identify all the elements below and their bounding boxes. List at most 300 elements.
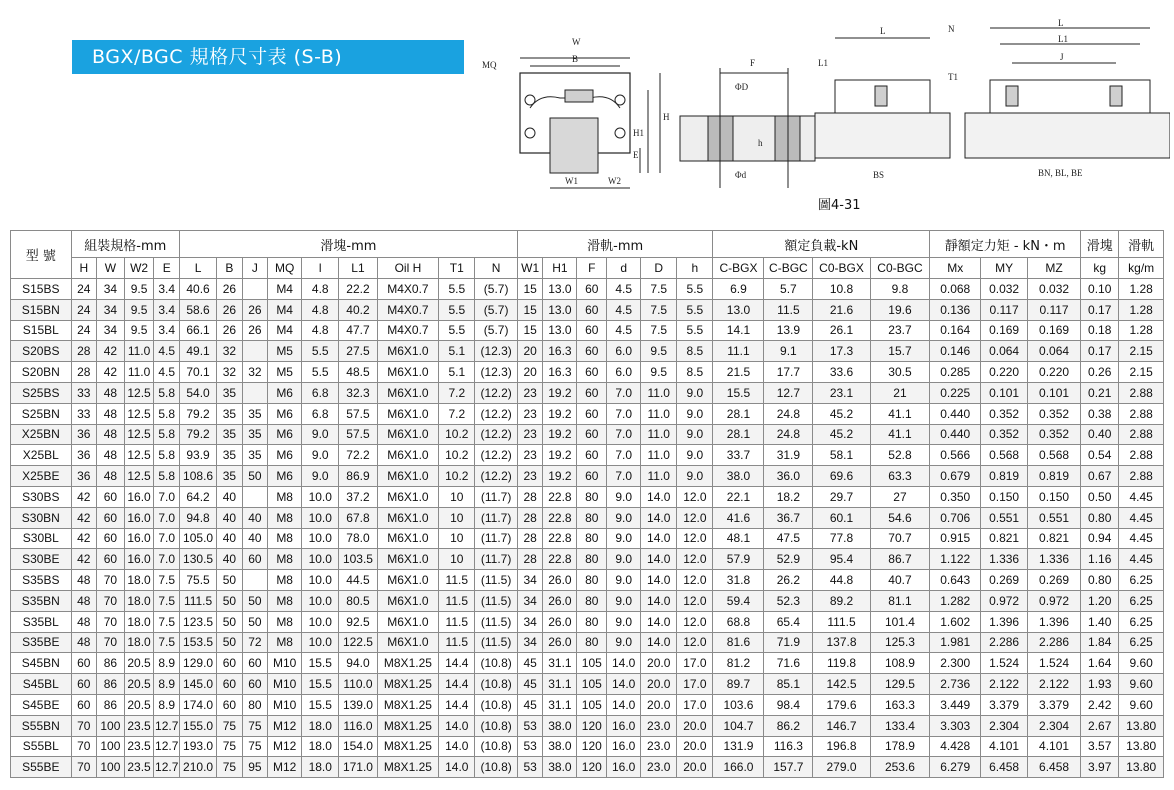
- table-cell: 108.9: [870, 653, 930, 674]
- block-header: 滑塊-mm: [179, 231, 517, 258]
- table-cell: M8X1.25: [377, 694, 439, 715]
- label-n: N: [948, 24, 955, 34]
- table-row: [11, 362, 1164, 383]
- table-cell: 179.6: [813, 694, 870, 715]
- table-cell: 139.0: [339, 694, 377, 715]
- table-cell: 13.0: [543, 279, 577, 300]
- table-cell: 9.0: [607, 632, 641, 653]
- table-cell: 0.819: [981, 466, 1028, 487]
- table-cell: 95.4: [813, 549, 870, 570]
- table-cell: 2.122: [1027, 674, 1080, 695]
- table-cell: 7.0: [154, 507, 180, 528]
- table-cell: 36.7: [764, 507, 813, 528]
- table-cell: 12.0: [677, 549, 713, 570]
- table-cell: 40: [217, 507, 243, 528]
- table-cell: 0.40: [1081, 424, 1119, 445]
- table-cell: 37.2: [339, 486, 377, 507]
- table-cell: 14.0: [607, 674, 641, 695]
- table-cell: 174.0: [179, 694, 216, 715]
- table-cell: 26: [242, 299, 268, 320]
- table-cell: 5.5: [439, 279, 475, 300]
- table-cell: 49.1: [179, 341, 216, 362]
- table-row: [11, 466, 1164, 487]
- table-cell: 60: [71, 653, 97, 674]
- table-cell: 15: [517, 299, 543, 320]
- label-phi-d-large: ΦD: [735, 82, 749, 92]
- table-cell: 3.379: [981, 694, 1028, 715]
- table-cell: M6: [268, 466, 302, 487]
- table-cell: (10.8): [475, 694, 518, 715]
- table-cell: 0.551: [1027, 507, 1080, 528]
- table-cell: 36: [71, 424, 97, 445]
- table-cell: 48: [71, 570, 97, 591]
- table-cell: 0.150: [1027, 486, 1080, 507]
- table-cell: M8X1.25: [377, 653, 439, 674]
- table-cell: 75: [242, 715, 268, 736]
- table-cell: 89.7: [713, 674, 764, 695]
- table-cell: 33.6: [813, 362, 870, 383]
- table-cell: 6.0: [607, 341, 641, 362]
- table-cell: M5: [268, 341, 302, 362]
- table-cell: 18.0: [124, 570, 154, 591]
- model-cell: S25BN: [11, 403, 72, 424]
- table-cell: 5.8: [154, 466, 180, 487]
- table-cell: 6.25: [1119, 632, 1164, 653]
- label-f: F: [750, 58, 756, 68]
- table-cell: 77.8: [813, 528, 870, 549]
- table-cell: 11.0: [641, 445, 677, 466]
- table-cell: 14.0: [641, 528, 677, 549]
- table-cell: 35: [242, 445, 268, 466]
- model-cell: S55BN: [11, 715, 72, 736]
- table-cell: 60: [217, 653, 243, 674]
- table-cell: 9.0: [677, 403, 713, 424]
- table-cell: 18.2: [764, 486, 813, 507]
- title-text: BGX/BGC 規格尺寸表 (S-B): [92, 46, 343, 68]
- table-cell: M6X1.0: [377, 466, 439, 487]
- table-cell: 22.8: [543, 549, 577, 570]
- table-cell: 0.38: [1081, 403, 1119, 424]
- table-cell: M6X1.0: [377, 528, 439, 549]
- table-cell: 30.5: [870, 362, 930, 383]
- table-cell: 33.7: [713, 445, 764, 466]
- table-cell: [242, 382, 268, 403]
- table-cell: 0.352: [981, 424, 1028, 445]
- label-h1: H1: [633, 128, 644, 138]
- table-cell: 60: [577, 341, 607, 362]
- table-cell: 157.7: [764, 757, 813, 778]
- table-cell: 34: [97, 299, 125, 320]
- table-cell: 7.2: [439, 403, 475, 424]
- table-cell: 50: [217, 590, 243, 611]
- table-cell: 28: [517, 549, 543, 570]
- table-cell: 100: [97, 715, 125, 736]
- table-cell: 2.286: [1027, 632, 1080, 653]
- column-header: W1: [517, 258, 543, 279]
- table-cell: 60: [242, 549, 268, 570]
- table-cell: 24.8: [764, 403, 813, 424]
- table-cell: M4: [268, 279, 302, 300]
- table-cell: 130.5: [179, 549, 216, 570]
- table-cell: 105: [577, 653, 607, 674]
- table-cell: 111.5: [179, 590, 216, 611]
- table-cell: M6X1.0: [377, 382, 439, 403]
- table-cell: M12: [268, 715, 302, 736]
- table-cell: 41.1: [870, 424, 930, 445]
- table-cell: 6.25: [1119, 611, 1164, 632]
- table-cell: 9.0: [607, 590, 641, 611]
- table-cell: 14.4: [439, 674, 475, 695]
- table-cell: 171.0: [339, 757, 377, 778]
- table-cell: M6X1.0: [377, 424, 439, 445]
- table-cell: 2.304: [981, 715, 1028, 736]
- table-cell: (5.7): [475, 299, 518, 320]
- table-cell: 16.3: [543, 362, 577, 383]
- table-cell: 26: [217, 279, 243, 300]
- label-l1-bs: L1: [818, 58, 828, 68]
- table-cell: 4.45: [1119, 507, 1164, 528]
- table-cell: M6X1.0: [377, 362, 439, 383]
- label-w: W: [572, 37, 581, 47]
- table-cell: 0.220: [1027, 362, 1080, 383]
- table-cell: 123.5: [179, 611, 216, 632]
- table-cell: 2.15: [1119, 341, 1164, 362]
- table-cell: 166.0: [713, 757, 764, 778]
- table-cell: 0.706: [930, 507, 981, 528]
- spec-table: [10, 230, 1164, 778]
- column-header: W: [97, 258, 125, 279]
- table-cell: 63.3: [870, 466, 930, 487]
- table-cell: 14.0: [439, 715, 475, 736]
- table-cell: 17.0: [677, 694, 713, 715]
- label-w1: W1: [565, 176, 578, 186]
- table-cell: 60: [577, 445, 607, 466]
- table-cell: (10.8): [475, 715, 518, 736]
- table-cell: 1.396: [981, 611, 1028, 632]
- table-cell: 11.0: [124, 362, 154, 383]
- table-cell: 24: [71, 320, 97, 341]
- table-cell: 19.2: [543, 382, 577, 403]
- table-cell: 0.566: [930, 445, 981, 466]
- table-cell: 13.9: [764, 320, 813, 341]
- table-cell: 32: [217, 341, 243, 362]
- table-cell: 34: [517, 570, 543, 591]
- table-cell: 50: [217, 570, 243, 591]
- table-cell: 70: [97, 590, 125, 611]
- table-cell: 0.032: [1027, 279, 1080, 300]
- model-cell: X25BE: [11, 466, 72, 487]
- table-cell: 153.5: [179, 632, 216, 653]
- table-cell: 6.458: [981, 757, 1028, 778]
- table-cell: 85.1: [764, 674, 813, 695]
- table-cell: 45.2: [813, 424, 870, 445]
- table-cell: 21.5: [713, 362, 764, 383]
- table-cell: 93.9: [179, 445, 216, 466]
- table-cell: 48: [71, 611, 97, 632]
- label-t1: T1: [948, 72, 958, 82]
- model-cell: S35BL: [11, 611, 72, 632]
- table-cell: 20.0: [677, 715, 713, 736]
- table-cell: 20.0: [641, 694, 677, 715]
- table-cell: 26.0: [543, 570, 577, 591]
- table-cell: 20.5: [124, 674, 154, 695]
- table-cell: 9.0: [607, 549, 641, 570]
- table-cell: 210.0: [179, 757, 216, 778]
- table-cell: 133.4: [870, 715, 930, 736]
- table-cell: 36: [71, 445, 97, 466]
- table-cell: [242, 341, 268, 362]
- table-cell: 11.5: [439, 590, 475, 611]
- table-row: [11, 674, 1164, 695]
- table-cell: 60.1: [813, 507, 870, 528]
- table-row: [11, 549, 1164, 570]
- table-cell: 10.2: [439, 424, 475, 445]
- table-cell: 9.1: [764, 341, 813, 362]
- column-header: MY: [981, 258, 1028, 279]
- table-cell: 0.17: [1081, 299, 1119, 320]
- table-cell: 23.0: [641, 715, 677, 736]
- table-cell: 1.981: [930, 632, 981, 653]
- table-cell: M8X1.25: [377, 674, 439, 695]
- table-cell: 9.60: [1119, 694, 1164, 715]
- table-cell: 38.0: [713, 466, 764, 487]
- moment-header: 靜額定力矩 - kN・m: [930, 231, 1081, 258]
- table-cell: 1.396: [1027, 611, 1080, 632]
- table-cell: 40: [217, 528, 243, 549]
- table-cell: 54.0: [179, 382, 216, 403]
- table-cell: 28: [517, 507, 543, 528]
- table-cell: 0.551: [981, 507, 1028, 528]
- table-cell: 0.10: [1081, 279, 1119, 300]
- table-cell: 60: [71, 674, 97, 695]
- table-cell: 5.5: [677, 279, 713, 300]
- table-cell: 0.50: [1081, 486, 1119, 507]
- table-cell: 16.0: [607, 736, 641, 757]
- table-cell: 1.336: [1027, 549, 1080, 570]
- table-cell: 50: [217, 632, 243, 653]
- label-bn-bl-be: BN, BL, BE: [1038, 168, 1083, 178]
- table-cell: 23.5: [124, 715, 154, 736]
- table-cell: 16.0: [607, 757, 641, 778]
- table-cell: 70: [97, 611, 125, 632]
- label-j: J: [1060, 52, 1064, 62]
- table-cell: 14.0: [641, 486, 677, 507]
- table-cell: 36.0: [764, 466, 813, 487]
- table-cell: 14.0: [439, 736, 475, 757]
- table-cell: (10.8): [475, 757, 518, 778]
- table-cell: 155.0: [179, 715, 216, 736]
- table-cell: 9.0: [607, 570, 641, 591]
- technical-drawings: [470, 8, 1170, 198]
- table-cell: 13.0: [713, 299, 764, 320]
- table-cell: 1.28: [1119, 279, 1164, 300]
- table-cell: 15.7: [870, 341, 930, 362]
- table-cell: 70.1: [179, 362, 216, 383]
- bs-side-view: [815, 38, 950, 158]
- table-cell: M8: [268, 611, 302, 632]
- table-cell: 1.28: [1119, 320, 1164, 341]
- table-cell: 26.0: [543, 611, 577, 632]
- table-cell: 34: [517, 590, 543, 611]
- column-header: J: [242, 258, 268, 279]
- table-cell: 12.0: [677, 528, 713, 549]
- table-cell: 65.4: [764, 611, 813, 632]
- table-cell: 68.8: [713, 611, 764, 632]
- table-cell: 137.8: [813, 632, 870, 653]
- table-cell: 100: [97, 757, 125, 778]
- table-row: [11, 341, 1164, 362]
- table-cell: 70: [71, 757, 97, 778]
- table-cell: 14.0: [439, 757, 475, 778]
- table-cell: 1.524: [1027, 653, 1080, 674]
- table-cell: 0.568: [1027, 445, 1080, 466]
- table-cell: 54.6: [870, 507, 930, 528]
- table-cell: 4.101: [981, 736, 1028, 757]
- table-cell: 10.0: [302, 528, 339, 549]
- table-cell: 58.6: [179, 299, 216, 320]
- spec-table-body: [11, 279, 1164, 778]
- table-cell: 104.7: [713, 715, 764, 736]
- table-cell: 0.568: [981, 445, 1028, 466]
- table-cell: 10: [439, 507, 475, 528]
- table-cell: (12.2): [475, 403, 518, 424]
- table-cell: 41.6: [713, 507, 764, 528]
- model-cell: S20BS: [11, 341, 72, 362]
- table-cell: 40: [242, 528, 268, 549]
- table-cell: 23.0: [641, 736, 677, 757]
- table-cell: 5.5: [302, 362, 339, 383]
- table-cell: 81.6: [713, 632, 764, 653]
- column-header: kg/m: [1119, 258, 1164, 279]
- table-cell: 48.5: [339, 362, 377, 383]
- table-cell: (10.8): [475, 653, 518, 674]
- table-cell: 57.5: [339, 403, 377, 424]
- table-cell: 5.5: [439, 299, 475, 320]
- table-cell: 60: [97, 486, 125, 507]
- table-cell: 34: [97, 279, 125, 300]
- table-cell: 24: [71, 299, 97, 320]
- table-cell: 0.821: [981, 528, 1028, 549]
- table-row: [11, 279, 1164, 300]
- table-cell: 3.57: [1081, 736, 1119, 757]
- table-cell: 279.0: [813, 757, 870, 778]
- table-cell: 5.7: [764, 279, 813, 300]
- model-cell: S30BN: [11, 507, 72, 528]
- table-cell: 14.4: [439, 694, 475, 715]
- table-cell: 7.0: [607, 466, 641, 487]
- table-cell: M8X1.25: [377, 757, 439, 778]
- table-cell: 16.3: [543, 341, 577, 362]
- table-cell: 4.45: [1119, 549, 1164, 570]
- table-cell: 119.8: [813, 653, 870, 674]
- table-cell: 7.5: [641, 279, 677, 300]
- table-cell: 2.42: [1081, 694, 1119, 715]
- table-cell: 14.4: [439, 653, 475, 674]
- table-cell: 0.169: [1027, 320, 1080, 341]
- front-view-drawing: [520, 58, 660, 188]
- table-cell: (12.3): [475, 362, 518, 383]
- table-cell: 32.3: [339, 382, 377, 403]
- model-cell: S45BL: [11, 674, 72, 695]
- model-cell: S35BS: [11, 570, 72, 591]
- column-header: B: [217, 258, 243, 279]
- table-cell: 60: [242, 674, 268, 695]
- table-cell: 12.0: [677, 507, 713, 528]
- table-cell: 28: [517, 486, 543, 507]
- table-cell: 72: [242, 632, 268, 653]
- table-cell: 4.5: [607, 279, 641, 300]
- table-cell: 7.0: [607, 445, 641, 466]
- table-cell: 15.5: [302, 674, 339, 695]
- table-cell: 1.524: [981, 653, 1028, 674]
- table-cell: 0.064: [1027, 341, 1080, 362]
- table-cell: 145.0: [179, 674, 216, 695]
- table-cell: 40: [242, 507, 268, 528]
- table-cell: 5.1: [439, 362, 475, 383]
- table-cell: M10: [268, 674, 302, 695]
- table-cell: 9.60: [1119, 674, 1164, 695]
- table-cell: 0.819: [1027, 466, 1080, 487]
- model-cell: S55BE: [11, 757, 72, 778]
- table-cell: 81.2: [713, 653, 764, 674]
- table-cell: M6X1.0: [377, 549, 439, 570]
- table-cell: 7.0: [607, 424, 641, 445]
- table-cell: 66.1: [179, 320, 216, 341]
- table-cell: 80: [577, 632, 607, 653]
- table-cell: 8.9: [154, 694, 180, 715]
- table-cell: 2.88: [1119, 382, 1164, 403]
- table-cell: 22.2: [339, 279, 377, 300]
- model-cell: S25BS: [11, 382, 72, 403]
- table-cell: 60: [577, 320, 607, 341]
- column-header: C0-BGC: [870, 258, 930, 279]
- table-cell: 14.0: [641, 549, 677, 570]
- table-cell: 0.352: [1027, 424, 1080, 445]
- table-cell: 80.5: [339, 590, 377, 611]
- table-cell: 86: [97, 694, 125, 715]
- table-cell: 18.0: [302, 736, 339, 757]
- table-cell: 100: [97, 736, 125, 757]
- table-cell: 12.0: [677, 570, 713, 591]
- table-cell: 0.068: [930, 279, 981, 300]
- table-cell: 5.5: [439, 320, 475, 341]
- table-cell: 70: [71, 736, 97, 757]
- table-cell: 26.2: [764, 570, 813, 591]
- table-cell: 80: [242, 694, 268, 715]
- table-cell: 1.40: [1081, 611, 1119, 632]
- table-cell: 108.6: [179, 466, 216, 487]
- table-cell: 60: [97, 528, 125, 549]
- table-row: [11, 611, 1164, 632]
- table-cell: 42: [71, 507, 97, 528]
- table-cell: 12.7: [764, 382, 813, 403]
- table-cell: 131.9: [713, 736, 764, 757]
- table-cell: 45: [517, 694, 543, 715]
- table-cell: 7.0: [154, 528, 180, 549]
- model-header: 型 號: [11, 231, 72, 279]
- table-cell: 24: [71, 279, 97, 300]
- model-cell: S35BE: [11, 632, 72, 653]
- column-header: L: [179, 258, 216, 279]
- table-cell: 57.5: [339, 424, 377, 445]
- table-cell: 4.5: [154, 362, 180, 383]
- table-cell: 9.0: [677, 445, 713, 466]
- table-cell: 48: [71, 632, 97, 653]
- table-cell: 60: [577, 382, 607, 403]
- table-row: [11, 715, 1164, 736]
- table-cell: M6: [268, 382, 302, 403]
- table-cell: M6X1.0: [377, 507, 439, 528]
